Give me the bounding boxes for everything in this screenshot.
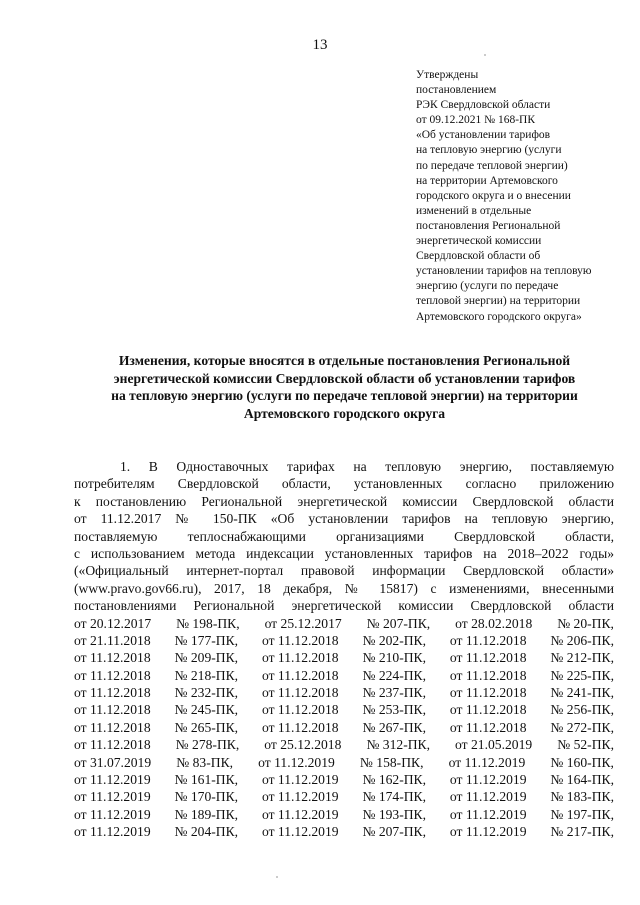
- decree-number: № 278-ПК,: [175, 737, 240, 753]
- decree-date: от 11.12.2019: [449, 824, 527, 840]
- decree-number: № 162-ПК,: [362, 772, 427, 788]
- decree-number: № 189-ПК,: [174, 806, 239, 822]
- heading-line: Изменения, которые вносятся в отдельные постановления Региональной: [118, 353, 571, 368]
- decree-row: [74, 771, 614, 788]
- decree-date: от 20.12.2017: [74, 615, 152, 631]
- paragraph-line: к постановлению Региональной энергетической комиссии Свердловской области: [74, 493, 614, 509]
- paragraph-line: («Официальный интернет-портал правовой информации Свердловской области»: [74, 563, 614, 579]
- decree-number: № 206-ПК,: [550, 632, 614, 648]
- approval-block: [416, 68, 626, 325]
- decree-date: от 11.12.2019: [258, 754, 335, 770]
- decree-number: № 177-ПК,: [174, 632, 239, 648]
- decree-date: от 11.12.2019: [261, 824, 339, 840]
- decree-date: от 11.12.2019: [261, 789, 339, 805]
- decree-date: от 11.12.2018: [74, 667, 151, 683]
- heading-line: энергетической комиссии Свердловской области об установлении тарифов: [113, 370, 576, 386]
- decree-number: № 52-ПК,: [557, 737, 614, 753]
- approval-line: по передаче тепловой энергии): [416, 159, 568, 172]
- approval-line: энергию (услуги по передаче: [416, 280, 559, 293]
- approval-line: установлении тарифов на тепловую: [416, 265, 592, 278]
- scan-speck: [276, 876, 278, 878]
- approval-line: Свердловской области об: [416, 250, 541, 263]
- decree-number: № 217-ПК,: [550, 824, 614, 840]
- decree-date: от 11.12.2018: [74, 737, 151, 753]
- approval-line: городского округа и о внесении: [416, 189, 571, 202]
- approval-line: на территории Артемовского: [416, 174, 558, 187]
- decree-number: № 158-ПК,: [359, 754, 424, 770]
- decree-number: № 241-ПК,: [550, 685, 614, 701]
- decree-date: от 11.12.2019: [449, 772, 527, 788]
- decree-number: № 161-ПК,: [174, 772, 239, 788]
- decree-row: [74, 632, 614, 649]
- document-heading: [72, 352, 617, 422]
- decree-row: [74, 736, 614, 753]
- paragraph: [74, 458, 614, 615]
- decree-date: от 11.12.2019: [74, 806, 151, 822]
- decree-date: от 11.12.2019: [261, 806, 339, 822]
- decree-date: от 11.12.2018: [449, 650, 527, 666]
- decree-number: № 267-ПК,: [362, 719, 427, 735]
- decree-date: от 28.02.2018: [455, 615, 533, 631]
- decree-row: [74, 615, 614, 632]
- decree-row: [74, 719, 614, 736]
- decree-number: № 218-ПК,: [174, 667, 239, 683]
- decree-date: от 11.12.2019: [74, 772, 151, 788]
- decree-number: № 183-ПК,: [550, 789, 614, 805]
- paragraph-line: поставляемую теплоснабжающими организациями Свердловской области,: [74, 528, 614, 544]
- decree-date: от 21.11.2018: [74, 632, 151, 648]
- approval-line: постановления Региональной: [416, 219, 561, 232]
- decree-number: № 160-ПК,: [550, 754, 614, 770]
- decree-list: [74, 615, 614, 841]
- decree-row: [74, 649, 614, 666]
- approval-line: тепловой энергии) на территории: [416, 295, 581, 308]
- decree-number: № 272-ПК,: [550, 719, 614, 735]
- decree-date: от 11.12.2019: [261, 772, 339, 788]
- decree-row: [74, 788, 614, 805]
- decree-date: от 11.12.2018: [449, 702, 527, 718]
- approval-line: энергетической комиссии: [416, 235, 542, 248]
- decree-number: № 207-ПК,: [366, 615, 431, 631]
- approval-line: РЭК Свердловской области: [416, 99, 551, 112]
- decree-row: [74, 754, 614, 771]
- decree-number: № 197-ПК,: [550, 806, 614, 822]
- decree-date: от 11.12.2019: [74, 789, 151, 805]
- decree-number: № 20-ПК,: [557, 615, 614, 631]
- decree-date: от 11.12.2018: [74, 719, 151, 735]
- decree-row: [74, 667, 614, 684]
- decree-date: от 11.12.2018: [261, 650, 339, 666]
- decree-number: № 174-ПК,: [362, 789, 427, 805]
- decree-number: № 237-ПК,: [362, 685, 427, 701]
- scan-speck: [484, 54, 486, 56]
- decree-date: от 31.07.2019: [74, 754, 152, 770]
- decree-date: от 11.12.2018: [261, 667, 339, 683]
- decree-number: № 202-ПК,: [362, 632, 427, 648]
- decree-date: от 11.12.2018: [449, 685, 527, 701]
- decree-date: от 11.12.2018: [449, 719, 527, 735]
- decree-number: № 207-ПК,: [362, 824, 427, 840]
- decree-number: № 265-ПК,: [174, 719, 239, 735]
- decree-number: № 209-ПК,: [174, 650, 239, 666]
- decree-date: от 11.12.2019: [449, 789, 527, 805]
- decree-date: от 11.12.2018: [74, 650, 151, 666]
- decree-date: от 21.05.2019: [455, 737, 533, 753]
- decree-date: от 11.12.2019: [448, 754, 526, 770]
- heading-line: Артемовского городского округа: [243, 405, 446, 421]
- approval-line: Утверждены: [416, 69, 479, 81]
- decree-number: № 212-ПК,: [550, 650, 614, 666]
- paragraph-line: потребителям Свердловской области, установленных согласно приложению: [74, 476, 614, 492]
- document-body: [74, 458, 614, 841]
- decree-number: № 312-ПК,: [366, 737, 431, 753]
- decree-date: от 11.12.2019: [449, 806, 527, 822]
- decree-number: № 204-ПК,: [174, 824, 239, 840]
- decree-date: от 11.12.2018: [74, 702, 151, 718]
- decree-date: от 11.12.2019: [74, 824, 151, 840]
- decree-date: от 25.12.2018: [264, 737, 342, 753]
- decree-date: от 11.12.2018: [261, 702, 339, 718]
- approval-line: изменений в отдельные: [416, 204, 532, 217]
- decree-date: от 11.12.2018: [449, 667, 527, 683]
- decree-number: № 253-ПК,: [362, 702, 427, 718]
- decree-number: № 256-ПК,: [550, 702, 614, 718]
- decree-number: № 224-ПК,: [362, 667, 427, 683]
- paragraph-line: 1. В Одноставочных тарифах на тепловую энергию, поставляемую: [120, 459, 614, 474]
- decree-row: [74, 701, 614, 718]
- decree-number: № 164-ПК,: [550, 772, 614, 788]
- decree-date: от 11.12.2018: [74, 685, 151, 701]
- paragraph-line: с использованием метода индексации установленных тарифов на 2018–2022 годы»: [74, 545, 614, 561]
- decree-date: от 11.12.2018: [261, 685, 339, 701]
- decree-number: № 225-ПК,: [550, 667, 614, 683]
- decree-row: [74, 684, 614, 701]
- decree-date: от 25.12.2017: [264, 615, 342, 631]
- decree-number: № 83-ПК,: [176, 754, 234, 770]
- heading-line: на тепловую энергию (услуги по передаче тепловой энергии) на территории: [111, 388, 578, 404]
- decree-number: № 210-ПК,: [362, 650, 427, 666]
- decree-number: № 170-ПК,: [174, 789, 239, 805]
- paragraph-line: постановлениями Региональной энергетической комиссии Свердловской области: [74, 598, 614, 614]
- approval-line: постановлением: [416, 84, 497, 97]
- decree-number: № 198-ПК,: [176, 615, 240, 631]
- decree-row: [74, 823, 614, 840]
- paragraph-line: (www.pravo.gov66.ru), 2017, 18 декабря, № 15817) с изменениями, внесенными: [74, 580, 614, 596]
- approval-line: от 09.12.2021 № 168-ПК: [416, 114, 536, 127]
- approval-line: на тепловую энергию (услуги: [416, 144, 562, 157]
- decree-number: № 193-ПК,: [362, 806, 427, 822]
- decree-row: [74, 806, 614, 823]
- decree-date: от 11.12.2018: [261, 719, 339, 735]
- decree-number: № 232-ПК,: [174, 685, 239, 701]
- decree-number: № 245-ПК,: [174, 702, 239, 718]
- approval-line: «Об установлении тарифов: [416, 129, 551, 142]
- decree-date: от 11.12.2018: [261, 632, 339, 648]
- page-number: 13: [312, 37, 328, 53]
- decree-date: от 11.12.2018: [449, 632, 527, 648]
- approval-line: Артемовского городского округа»: [416, 310, 582, 323]
- paragraph-line: от 11.12.2017 № 150-ПК «Об установлении тарифов на тепловую энергию,: [74, 511, 614, 527]
